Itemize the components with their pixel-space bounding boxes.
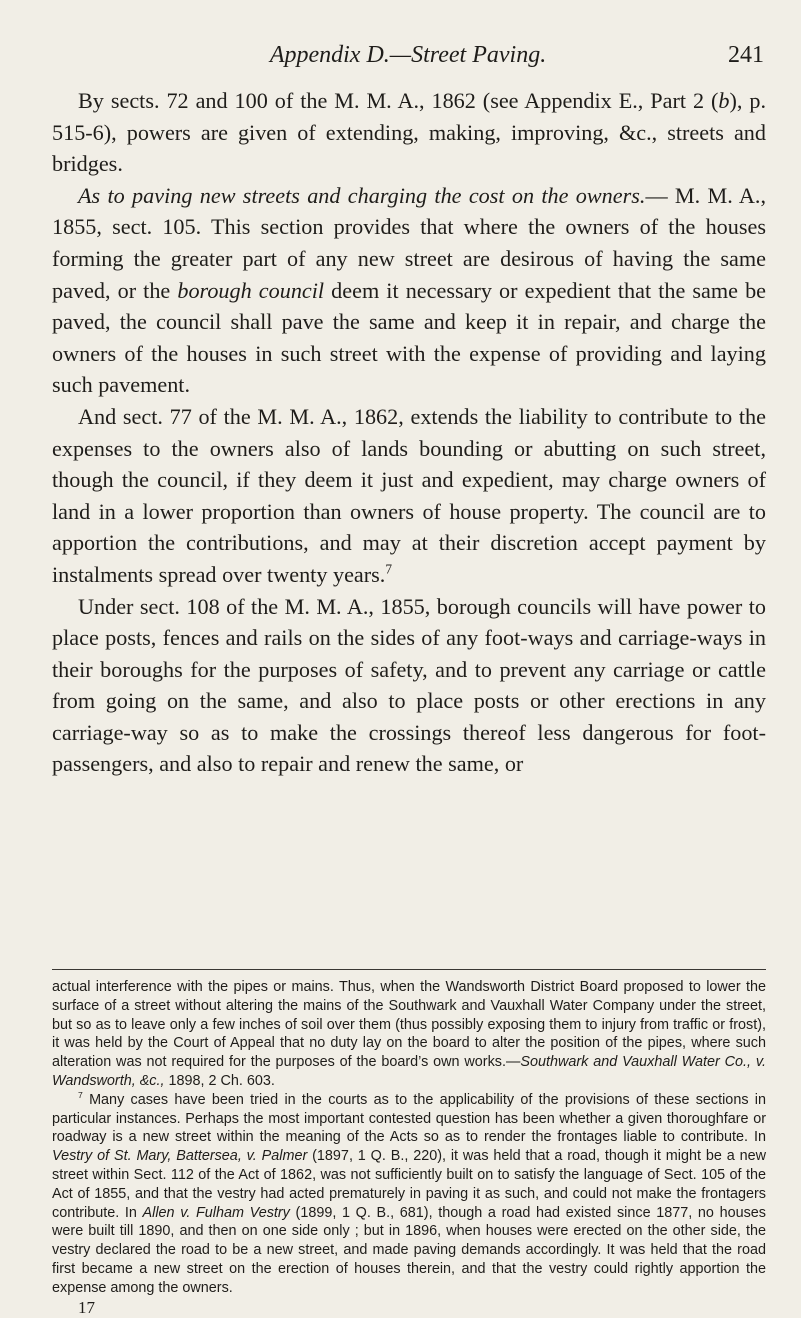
- paragraph-paving-new-streets: As to paving new streets and charging the cost on the owners.— M. M. A., 1855, sect. 105. This section provides that where the owners of the houses forming the greater part of any new street are desirous of having the same paved, or the borough council deem it necessary or expedient that the same be paved, the council shall pave the same and keep it in repair, and charge the owners of the houses in such street with the expense of providing and laying such pavement.: [52, 182, 767, 398]
- paragraph-sect-108: Under sect. 108 of the M. M. A., 1855, borough councils will have power to place posts, fences and rails on the sides of any foot-ways and carriage-ways in their boroughs for the purposes of safety, and to prevent any carriage or cattle from going on the same, and also to place posts or other erections in any carriage-way so as to make the crossings thereof less dangerous for foot-passengers, and also to repair and renew the same, or: [52, 593, 766, 777]
- signature-mark: 17: [78, 1297, 95, 1317]
- main-text: [52, 85, 766, 780]
- footnote-7: $^7$ Many cases have been tried in the courts as to the applicability of the provisions of these sections in particular instances. Perhaps the most important contested question has been whether a given thoroughfare or roadway is a new street within the meaning of the Acts so as to render the frontages liable to contribute. In Vestry of St. Mary, Battersea, v. Palmer (1897, 1 Q. B., 220), it was held that a road, though it might be a new street within Sect. 112 of the Act of 1862, was not sufficiently built on to satisfy the language of Sect. 105 of the Act of 1855, and that the vestry had acted prematurely in paving it as such, and could not make the frontagers contribute. In Allen v. Fulham Vestry (1899, 1 Q. B., 681), though a road had existed since 1877, no houses were built till 1890, and then on one side only ; but in 1896, when houses were erected on the other side, the vestry declared the road to be a new street, and made paving demands accordingly. It was held that the road first became a new street on the erection of houses therein, and that the vestry could rightly apportion the expense among the owners.: [52, 1089, 766, 1296]
- paragraph-sect-77: And sect. 77 of the M. M. A., 1862, extends the liability to contribute to the expenses to the owners also of lands bounding or abutting on such street, though the council, if they deem it just and expedient, may charge owners of land in a lower proportion than owners of house property. The council are to apportion the contributions, and may at their discretion accept payment by instalments spread over twenty years.$^7$: [52, 403, 766, 587]
- running-title: Appendix D.—Street Paving.: [269, 42, 547, 68]
- section-heading: As to paving new streets and charging the cost on the owners.: [78, 182, 646, 208]
- footnote-ref-7: 7: [385, 561, 392, 577]
- footnotes: [52, 978, 766, 1318]
- paragraph-sects-72-100: By sects. 72 and 100 of the M. M. A., 1862 (see Appendix E., Part 2 (b), p. 515-6), powers are given of extending, making, improving, &c., streets and bridges.: [52, 88, 766, 177]
- running-header: [52, 40, 764, 74]
- footnote-continued: actual interference with the pipes or mains. Thus, when the Wandsworth District Board proposed to lower the surface of a street without altering the mains of the Southwark and Vauxhall Water Company under the street, but so as to leave only a few inches of soil over them (thus possibly exposing them to injury from traffic or frost), it was held by the Court of Appeal that no duty lay on the board to alter the position of the pipes, where such alteration was not required for the purposes of the board’s own works.—Southwark and Vauxhall Water Co., v. Wandsworth, &c., 1898, 2 Ch. 603.: [52, 979, 767, 1089]
- page-number: 241: [728, 42, 764, 68]
- footnote-divider: [52, 969, 766, 970]
